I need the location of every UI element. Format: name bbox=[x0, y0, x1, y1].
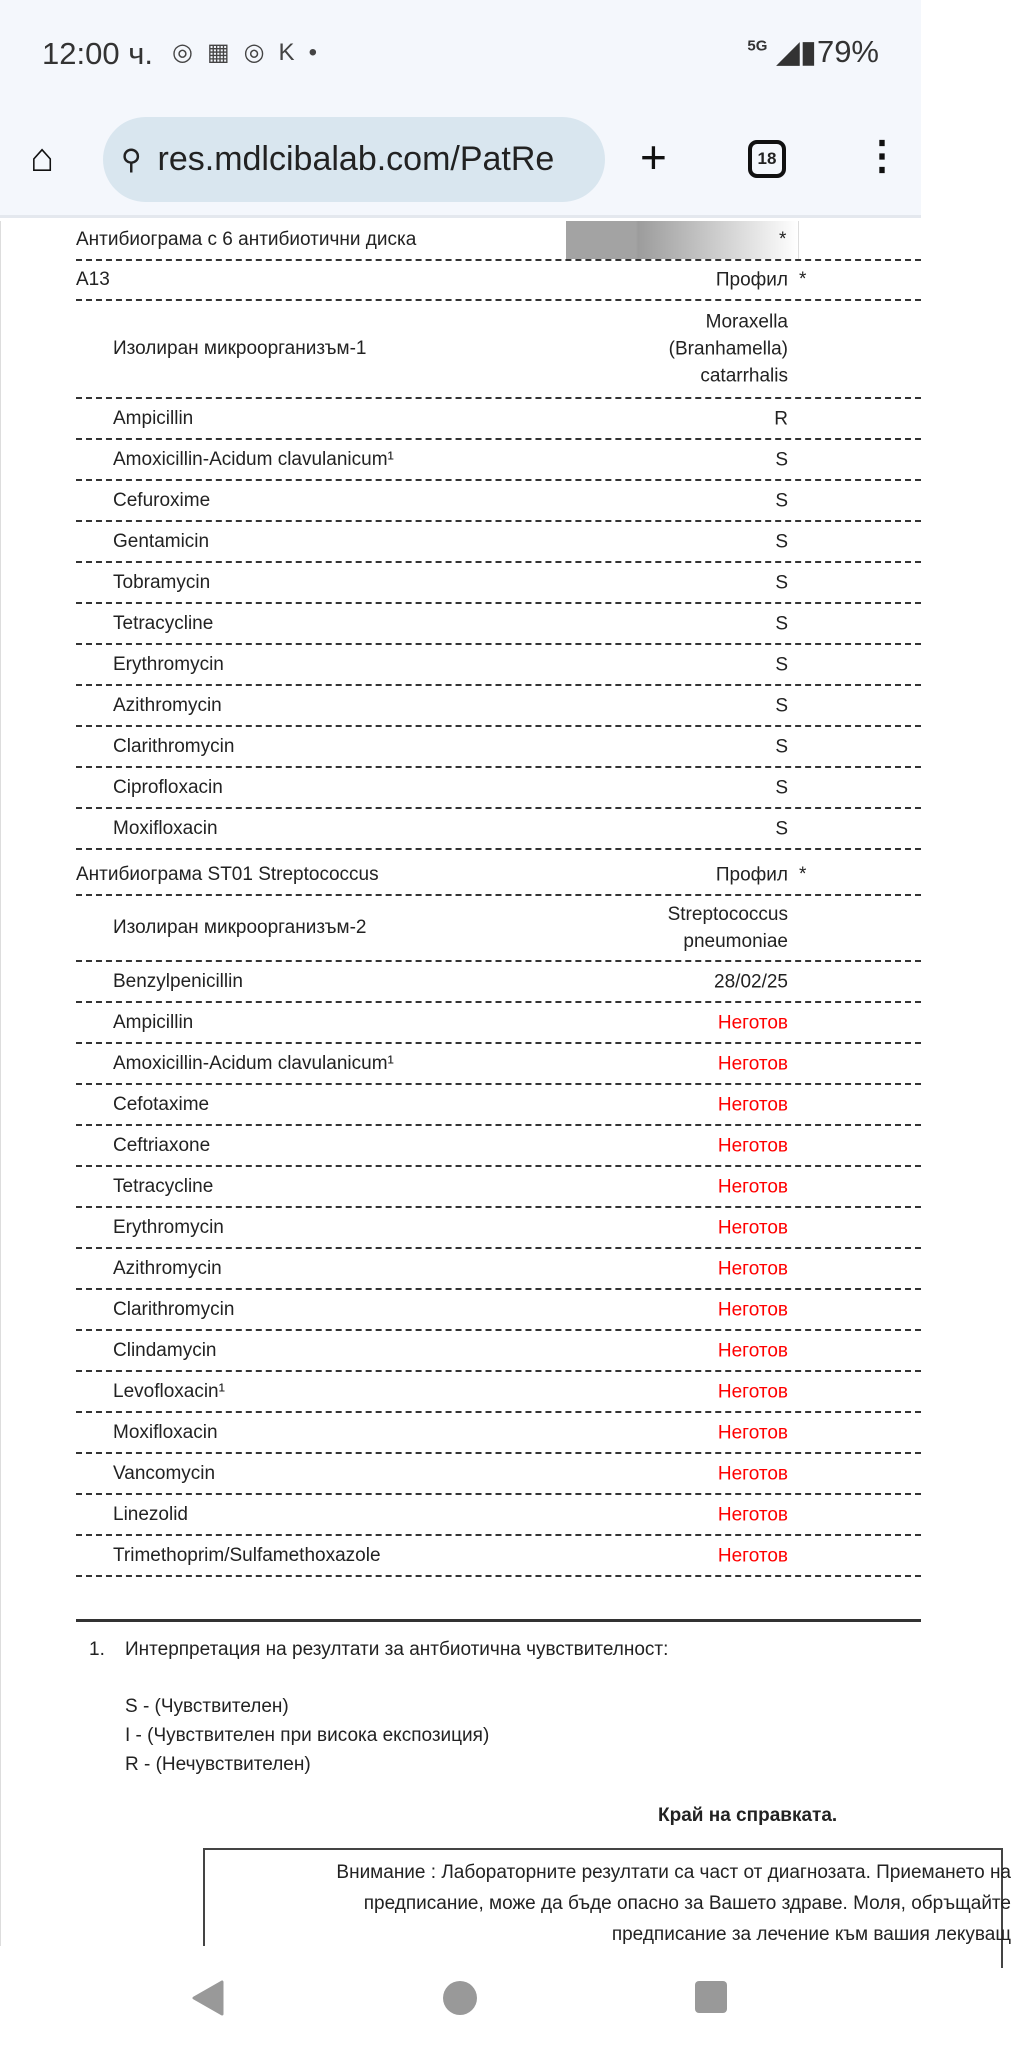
antibiotic-row bbox=[76, 1126, 921, 1167]
star-mark: * bbox=[799, 863, 807, 885]
divider bbox=[76, 1619, 921, 1622]
home-icon[interactable]: ⌂ bbox=[30, 136, 55, 180]
signal-icon: ◢ bbox=[776, 34, 800, 69]
antibiotic-name: Clindamycin bbox=[113, 1339, 217, 1361]
antibiotic-name: Ceftriaxone bbox=[113, 1134, 211, 1156]
section1-header bbox=[76, 221, 921, 261]
susceptibility-result: Неготов bbox=[717, 1545, 788, 1566]
susceptibility-result: Неготов bbox=[717, 1176, 788, 1197]
susceptibility-result: Неготов bbox=[717, 1012, 788, 1033]
susceptibility-result: S bbox=[775, 531, 788, 552]
redacted-block bbox=[566, 221, 798, 259]
susceptibility-result: Неготов bbox=[717, 1053, 788, 1074]
antibiotic-row bbox=[76, 1290, 921, 1331]
susceptibility-result: S bbox=[775, 449, 788, 470]
susceptibility-result: Неготов bbox=[717, 1258, 788, 1279]
legend-i: I - (Чувствителен при висока експозиция) bbox=[125, 1725, 490, 1746]
result-date: 28/02/25 bbox=[714, 971, 788, 992]
antibiotic-row bbox=[76, 1413, 921, 1454]
warning-line: предписание, може да бъде опасно за Вашето здраве. Моля, обръщайте bbox=[363, 1893, 1011, 1914]
susceptibility-result: Неготов bbox=[717, 1504, 788, 1525]
organism-value: Streptococcus pneumoniae bbox=[667, 904, 788, 952]
antibiotic-row bbox=[76, 481, 921, 522]
url-text[interactable]: res.mdlcibalab.com/PatRe bbox=[157, 140, 555, 178]
susceptibility-result: R bbox=[774, 408, 788, 429]
susceptibility-result: S bbox=[775, 572, 788, 593]
profile-label: Профил bbox=[715, 269, 788, 291]
warning-line: Внимание : Лабораторните резултати са част от диагнозата. Приемането на bbox=[336, 1862, 1011, 1883]
notification-icons: ◎▦◎K• bbox=[172, 39, 331, 66]
end-of-report: Край на справката. bbox=[658, 1805, 838, 1826]
system-nav-bar bbox=[0, 1946, 921, 2048]
antibiotic-name: Moxifloxacin bbox=[113, 817, 218, 839]
antibiotic-name: Vancomycin bbox=[113, 1462, 216, 1484]
battery-icon: ▮ bbox=[799, 34, 817, 69]
antibiotic-row bbox=[76, 1249, 921, 1290]
report-content bbox=[0, 221, 1011, 1946]
antibiotic-row bbox=[76, 522, 921, 563]
back-icon[interactable] bbox=[190, 1980, 226, 2016]
antibiotic-name: Tetracycline bbox=[113, 1175, 214, 1197]
benzylpenicillin-row bbox=[76, 962, 921, 1003]
antibiotic-row bbox=[76, 768, 921, 809]
antibiotic-name: Amoxicillin-Acidum clavulanicum¹ bbox=[113, 1052, 394, 1074]
antibiotic-name: Cefotaxime bbox=[113, 1093, 210, 1115]
antibiotic-row bbox=[76, 1085, 921, 1126]
new-tab-icon[interactable]: + bbox=[640, 131, 667, 183]
antibiotic-row bbox=[76, 1003, 921, 1044]
network-type: 5G bbox=[747, 37, 768, 55]
profile-label: Профил bbox=[715, 864, 788, 885]
antibiotic-name: Benzylpenicillin bbox=[113, 970, 243, 992]
home-nav-icon[interactable] bbox=[442, 1980, 478, 2016]
antibiotic-row bbox=[76, 1044, 921, 1085]
antibiotic-row bbox=[76, 1331, 921, 1372]
organism-1-row bbox=[76, 301, 921, 399]
antibiotic-name: Tobramycin bbox=[113, 571, 211, 593]
susceptibility-result: Неготов bbox=[717, 1135, 788, 1156]
section2-header bbox=[76, 855, 921, 896]
tab-switcher-button[interactable]: 18 bbox=[748, 140, 786, 178]
antibiotic-row bbox=[76, 563, 921, 604]
susceptibility-result: S bbox=[775, 613, 788, 634]
susceptibility-result: Неготов bbox=[717, 1381, 788, 1402]
susceptibility-result: Неготов bbox=[717, 1094, 788, 1115]
susceptibility-result: Неготов bbox=[717, 1463, 788, 1484]
antibiotic-name: Azithromycin bbox=[113, 694, 222, 716]
antibiotic-row bbox=[76, 1536, 921, 1577]
antibiotic-row bbox=[76, 645, 921, 686]
susceptibility-result: S bbox=[775, 490, 788, 511]
susceptibility-result: Неготов bbox=[717, 1422, 788, 1443]
organism-2-row bbox=[76, 896, 921, 962]
antibiotic-name: Azithromycin bbox=[113, 1257, 222, 1279]
susceptibility-result: S bbox=[775, 777, 788, 798]
antibiotic-name: Erythromycin bbox=[113, 1216, 224, 1238]
antibiotic-name: Levofloxacin¹ bbox=[113, 1380, 225, 1402]
antibiotic-name: Ampicillin bbox=[113, 407, 194, 429]
browser-toolbar bbox=[0, 110, 921, 218]
note-number: 1. bbox=[89, 1639, 105, 1660]
antibiotic-name: Clarithromycin bbox=[113, 1298, 235, 1320]
antibiotic-name: Clarithromycin bbox=[113, 735, 235, 757]
susceptibility-result: Неготов bbox=[717, 1217, 788, 1238]
antibiotic-name: Moxifloxacin bbox=[113, 1421, 218, 1443]
profile-code: A13 bbox=[76, 269, 110, 290]
legend-s: S - (Чувствителен) bbox=[125, 1696, 289, 1717]
susceptibility-result: S bbox=[775, 736, 788, 757]
antibiotic-row bbox=[76, 686, 921, 727]
organism-label: Изолиран микроорганизъм-2 bbox=[113, 917, 367, 938]
antibiotic-row bbox=[76, 1454, 921, 1495]
battery-level: 79% bbox=[816, 34, 879, 69]
antibiotic-name: Trimethoprim/Sulfamethoxazole bbox=[113, 1544, 381, 1566]
antibiotic-row bbox=[76, 1167, 921, 1208]
warning-line: предписание за лечение към вашия лекуващ bbox=[611, 1924, 1011, 1945]
antibiotic-row bbox=[76, 1495, 921, 1536]
antibiotic-name: Linezolid bbox=[113, 1503, 188, 1525]
antibiotic-name: Ampicillin bbox=[113, 1011, 194, 1033]
status-bar bbox=[0, 0, 921, 110]
antibiotic-row bbox=[76, 604, 921, 645]
organism-label: Изолиран микроорганизъм-1 bbox=[113, 338, 367, 359]
antibiotic-name: Ciprofloxacin bbox=[113, 776, 223, 798]
legend-r: R - (Нечувствителен) bbox=[125, 1754, 311, 1775]
star-mark: * bbox=[799, 269, 807, 290]
clock: 12:00 ч. bbox=[42, 36, 153, 71]
antibiotic-row bbox=[76, 1372, 921, 1413]
susceptibility-result: S bbox=[775, 818, 788, 839]
antibiotic-name: Erythromycin bbox=[113, 653, 224, 675]
antibiotic-name: Gentamicin bbox=[113, 530, 210, 552]
antibiotic-row bbox=[76, 399, 921, 440]
susceptibility-result: S bbox=[775, 695, 788, 716]
antibiotic-row bbox=[76, 1208, 921, 1249]
antibiotic-name: Amoxicillin-Acidum clavulanicum¹ bbox=[113, 448, 394, 470]
section1-title: Антибиограма с 6 антибиотични диска bbox=[76, 229, 417, 250]
site-settings-icon[interactable]: ⚲ bbox=[121, 144, 142, 175]
antibiotic-row bbox=[76, 440, 921, 481]
antibiotic-name: Tetracycline bbox=[113, 612, 214, 634]
section2-title: Антибиограма ST01 Streptococcus bbox=[76, 863, 379, 885]
profile-row bbox=[76, 261, 921, 301]
address-bar[interactable] bbox=[103, 117, 605, 202]
menu-icon[interactable]: ⋮ bbox=[862, 134, 902, 178]
note-heading: Интерпретация на резултати за антбиотична чувствителност: bbox=[125, 1639, 669, 1660]
organism-value: Moraxella (Branhamella) catarrhalis bbox=[668, 311, 788, 387]
susceptibility-result: S bbox=[775, 654, 788, 675]
antibiotic-row bbox=[76, 727, 921, 768]
star-mark: * bbox=[779, 229, 787, 250]
antibiotic-name: Cefuroxime bbox=[113, 489, 211, 511]
susceptibility-result: Неготов bbox=[717, 1299, 788, 1320]
recents-icon[interactable] bbox=[694, 1980, 728, 2014]
antibiotic-row bbox=[76, 809, 921, 850]
susceptibility-result: Неготов bbox=[717, 1340, 788, 1361]
status-right bbox=[747, 34, 879, 70]
